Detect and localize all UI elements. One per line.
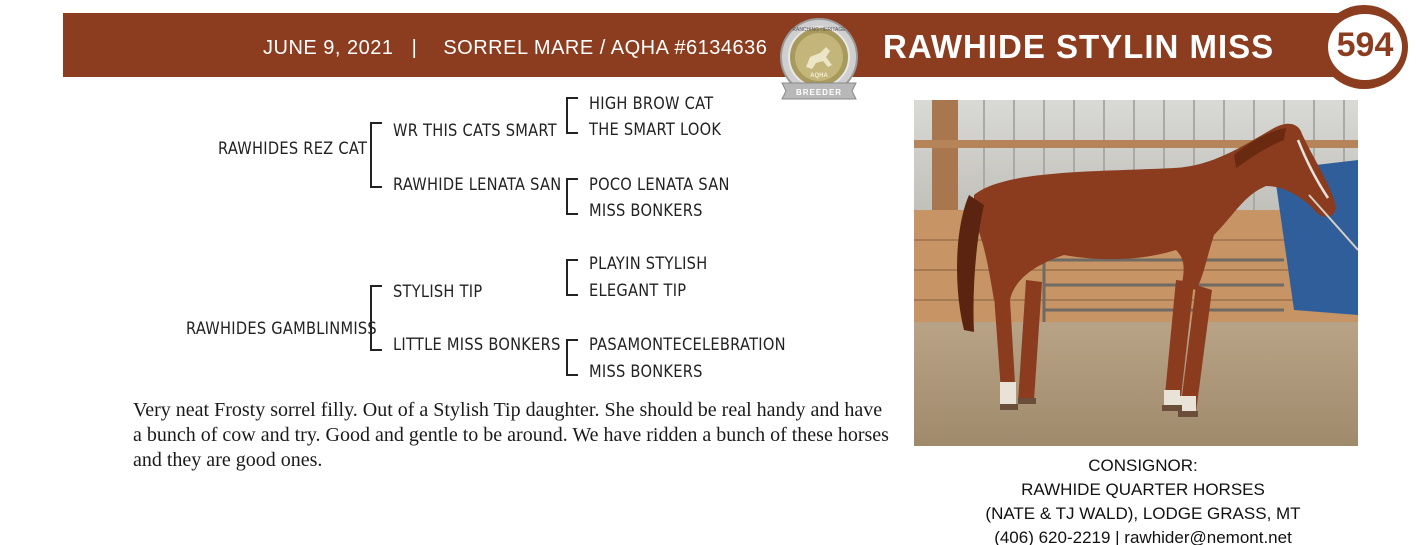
pedigree-sire-sire-sire: HIGH BROW CAT [589, 94, 714, 114]
horse-description: SORREL MARE / AQHA #6134636 [443, 37, 768, 59]
pedigree-sire-dam: RAWHIDE LENATA SAN [393, 175, 562, 195]
pedigree-sire: RAWHIDES REZ CAT [218, 139, 368, 159]
consignor-location: (NATE & TJ WALD), LODGE GRASS, MT [985, 504, 1301, 523]
header-banner [63, 13, 1368, 77]
aqha-breeder-seal [776, 17, 862, 103]
seal-aqha-text: AQHA [810, 73, 828, 79]
pedigree-dam-dam: LITTLE MISS BONKERS [393, 335, 561, 355]
pedigree-dam-sire-sire: PLAYIN STYLISH [589, 254, 708, 274]
consignor-label: CONSIGNOR: [1088, 456, 1198, 475]
pedigree-dam-dam-dam: MISS BONKERS [589, 362, 703, 382]
consignor-block [914, 454, 1372, 545]
sale-date: JUNE 9, 2021 [263, 37, 394, 59]
pedigree-dam-dam-sire: PASAMONTECELEBRATION [589, 335, 786, 355]
pedigree-sire-sire: WR THIS CATS SMART [393, 121, 557, 141]
consignor-name: RAWHIDE QUARTER HORSES [1021, 480, 1265, 499]
pedigree-bracket [566, 178, 578, 215]
header-separator: | [411, 37, 418, 59]
horse-photo [914, 100, 1358, 446]
pedigree-bracket [370, 122, 382, 188]
pedigree-bracket [566, 339, 578, 376]
pedigree-bracket [566, 259, 578, 296]
pedigree-bracket [370, 285, 382, 351]
pedigree-sire-dam-dam: MISS BONKERS [589, 201, 703, 221]
horse-name: RAWHIDE STYLIN MISS [883, 28, 1275, 65]
pedigree-sire-sire-dam: THE SMART LOOK [589, 120, 722, 140]
pedigree-dam: RAWHIDES GAMBLINMISS [186, 319, 377, 339]
seal-ribbon-text: BREEDER [795, 88, 843, 97]
horse-description-text: Very neat Frosty sorrel filly. Out of a Stylish Tip daughter. She should be real handy and have a bunch of cow and try. Good and gentle to be around. We have ridden a bunch of these horses and they are good ones. [133, 399, 889, 471]
pedigree-dam-sire-dam: ELEGANT TIP [589, 281, 687, 301]
horse-photo-illustration [914, 100, 1358, 446]
lot-badge-inner [1328, 14, 1402, 80]
pedigree-bracket [566, 97, 578, 134]
pedigree-dam-sire: STYLISH TIP [393, 282, 483, 302]
seal-top-text: RANCHING HERITAGE [792, 27, 846, 33]
consignor-contact: (406) 620-2219 | rawhider@nemont.net [994, 528, 1292, 545]
lot-number: 594 [1336, 26, 1394, 64]
lot-badge [1320, 5, 1408, 89]
header-info [263, 37, 767, 60]
pedigree-sire-dam-sire: POCO LENATA SAN [589, 175, 730, 195]
